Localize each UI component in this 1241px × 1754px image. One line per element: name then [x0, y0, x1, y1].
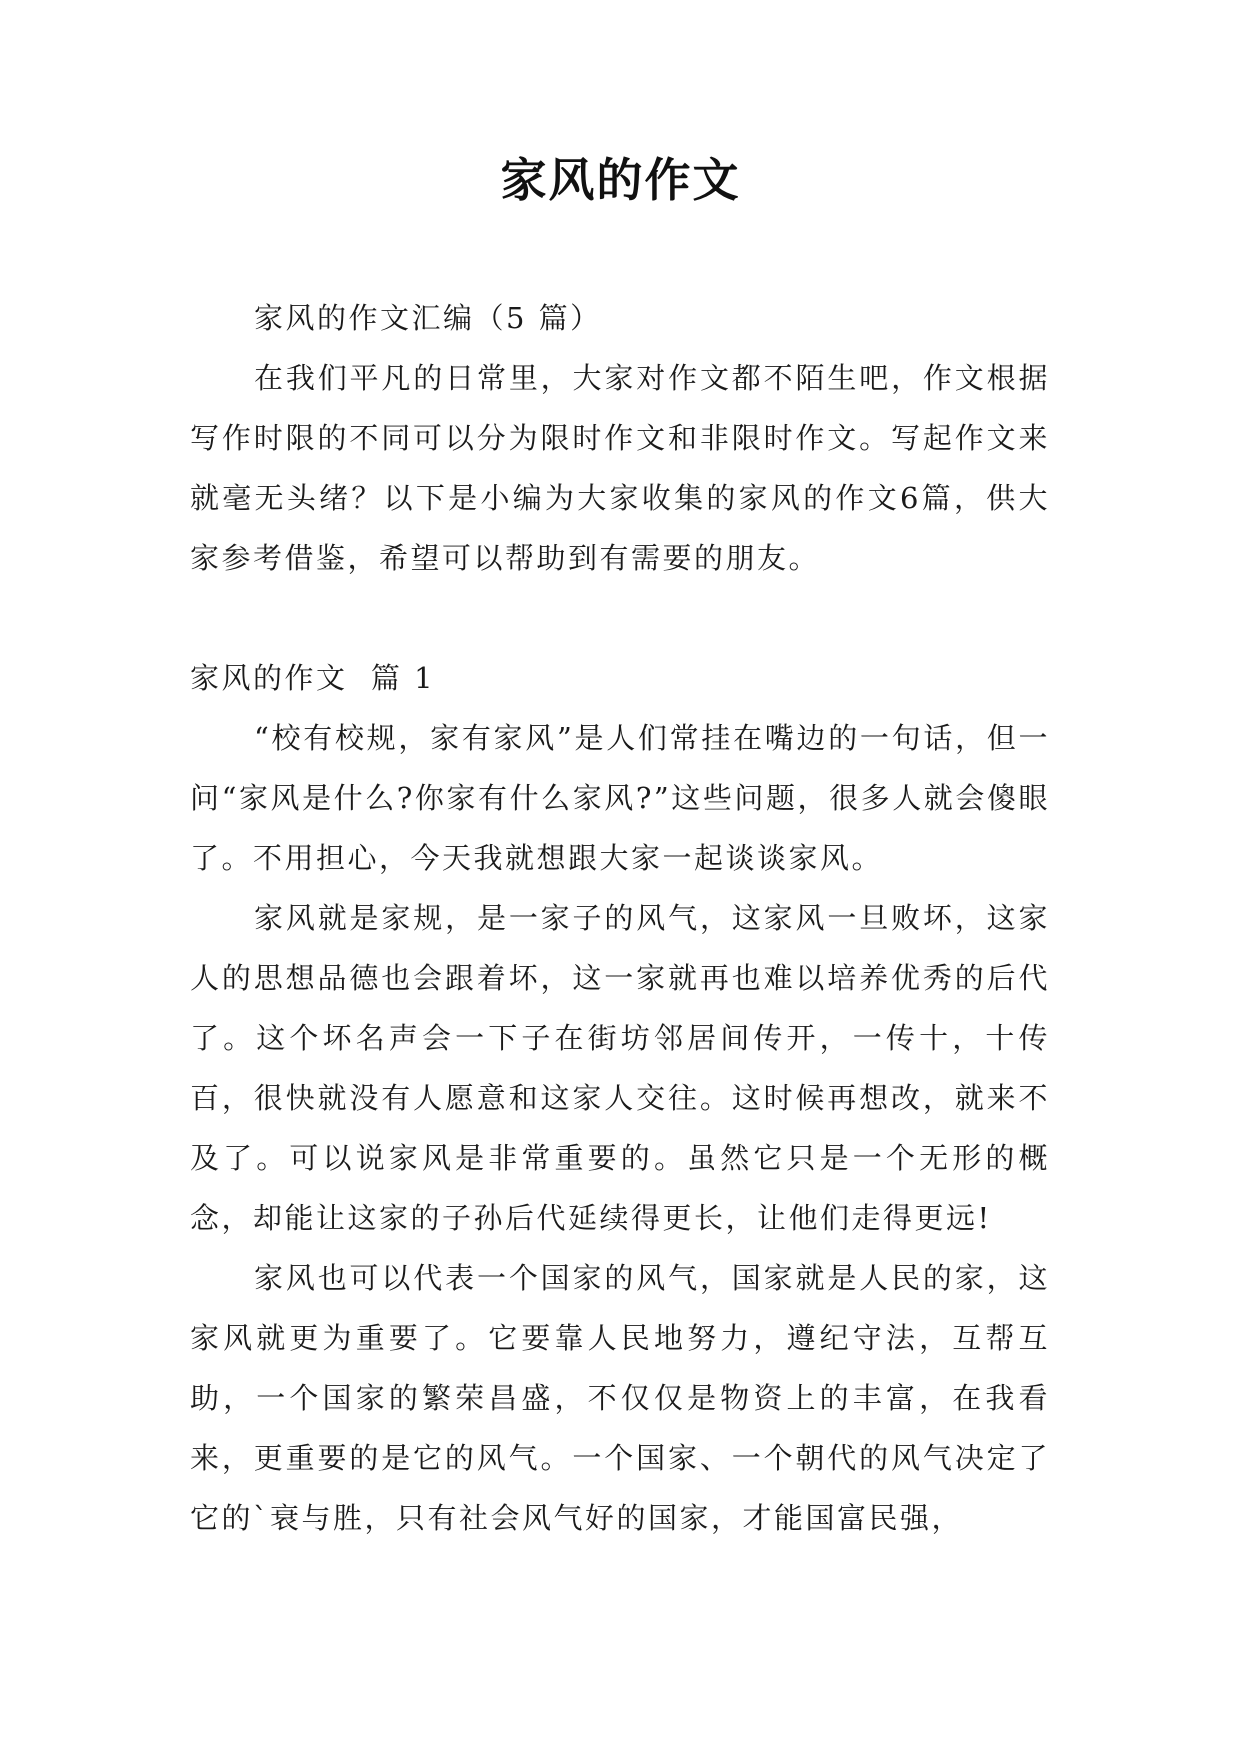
body-paragraph-2: 家风就是家规，是一家子的风气，这家风一旦败坏，这家人的思想品德也会跟着坏，这一家就再也难以培养优秀的后代了。这个坏名声会一下子在街坊邻居间传开，一传十，十传百，很快就没有人愿意和这家人交往。这时候再想改，就来不及了。可以说家风是非常重要的。虽然它只是一个无形的概念，却能让这家的子孙后代延续得更长，让他们走得更远! [190, 901, 1050, 1235]
body-paragraph-3: 家风也可以代表一个国家的风气，国家就是人民的家，这家风就更为重要了。它要靠人民地努力，遵纪守法，互帮互助，一个国家的繁荣昌盛，不仅仅是物资上的丰富，在我看来，更重要的是它的风气。一个国家、一个朝代的风气决定了它的`衰与胜，只有社会风气好的国家，才能国富民强， [190, 1261, 1050, 1535]
section-spacer [190, 588, 1050, 648]
body-paragraph-1: “校有校规，家有家风”是人们常挂在嘴边的一句话，但一问“家风是什么?你家有什么家风?”这些问题，很多人就会傻眼了。不用担心，今天我就想跟大家一起谈谈家风。 [190, 721, 1050, 875]
section-heading: 家风的作文 篇 1 [190, 661, 436, 695]
document-title: 家风的作文 [500, 153, 741, 207]
document-body [190, 288, 1050, 1548]
intro-paragraph: 在我们平凡的日常里，大家对作文都不陌生吧，作文根据写作时限的不同可以分为限时作文和非限时作文。写起作文来就毫无头绪？以下是小编为大家收集的家风的作文6篇，供大家参考借鉴，希望可以帮助到有需要的朋友。 [190, 361, 1050, 575]
document-subtitle: 家风的作文汇编（5 篇） [254, 301, 602, 335]
